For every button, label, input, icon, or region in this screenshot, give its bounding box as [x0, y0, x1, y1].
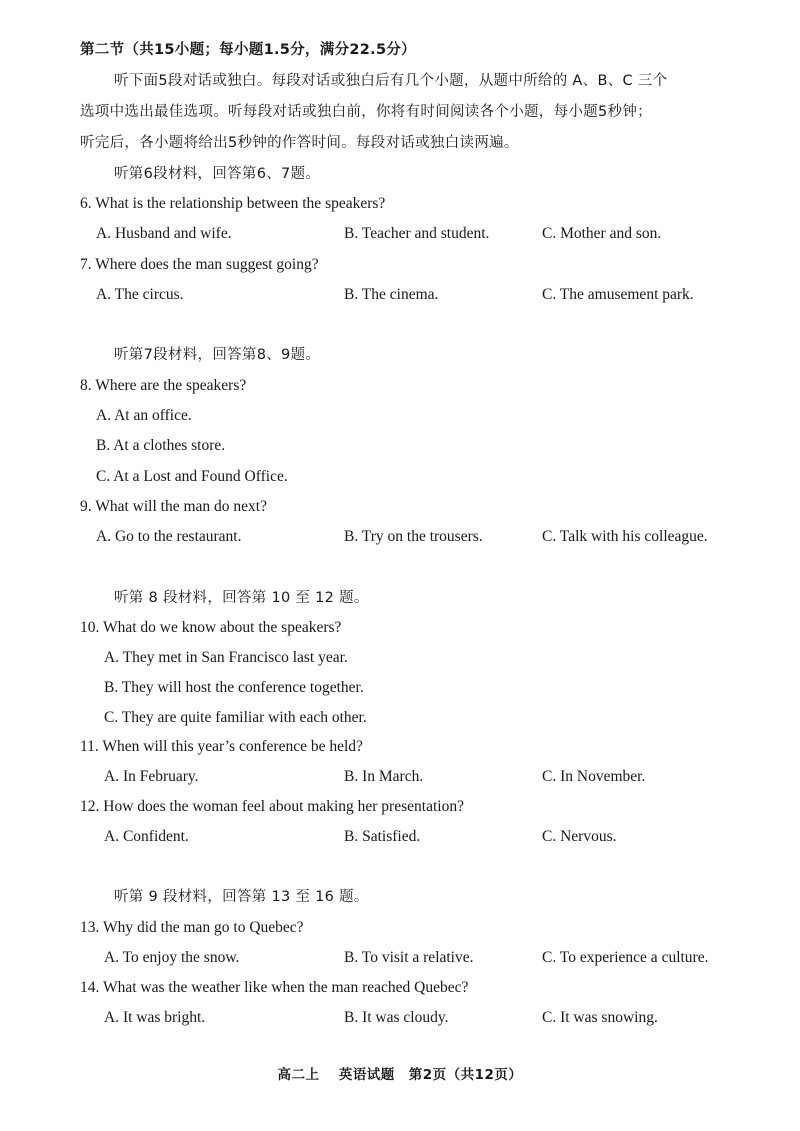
- instructions-line-1: 听下面5段对话或独白。每段对话或独白后有几个小题，从题中所给的 A、B、C 三个: [114, 73, 668, 89]
- question-14-option-c: C. It was snowing.: [542, 1009, 658, 1026]
- question-9-option-b: B. Try on the trousers.: [344, 528, 483, 545]
- question-11-option-b: B. In March.: [344, 768, 424, 785]
- question-9-option-c: C. Talk with his colleague.: [542, 528, 708, 545]
- group-heading-3: 听第 8 段材料，回答第 10 至 12 题。: [114, 590, 369, 606]
- question-9-stem: 9. What will the man do next?: [80, 498, 267, 515]
- question-13-option-b: B. To visit a relative.: [344, 949, 474, 966]
- question-10-option-b: B. They will host the conference together.: [104, 679, 364, 696]
- question-11-option-a: A. In February.: [104, 768, 199, 785]
- group-heading-2: 听第7段材料，回答第8、9题。: [114, 347, 321, 363]
- question-6-stem: 6. What is the relationship between the speakers?: [80, 195, 386, 212]
- question-11-option-c: C. In November.: [542, 768, 646, 785]
- question-8-option-a: A. At an office.: [96, 407, 192, 424]
- question-7-option-a: A. The circus.: [96, 286, 184, 303]
- question-12-option-c: C. Nervous.: [542, 828, 617, 845]
- question-6-option-a: A. Husband and wife.: [96, 225, 232, 242]
- question-12-option-b: B. Satisfied.: [344, 828, 421, 845]
- question-13-option-a: A. To enjoy the snow.: [104, 949, 240, 966]
- question-11-stem: 11. When will this year’s conference be held?: [80, 738, 363, 755]
- question-14-option-b: B. It was cloudy.: [344, 1009, 449, 1026]
- question-6-option-b: B. Teacher and student.: [344, 225, 490, 242]
- group-heading-1: 听第6段材料，回答第6、7题。: [114, 166, 321, 182]
- question-8-stem: 8. Where are the speakers?: [80, 377, 247, 394]
- question-14-option-a: A. It was bright.: [104, 1009, 206, 1026]
- question-9-option-a: A. Go to the restaurant.: [96, 528, 242, 545]
- group-heading-4: 听第 9 段材料，回答第 13 至 16 题。: [114, 889, 369, 905]
- question-14-stem: 14. What was the weather like when the man reached Quebec?: [80, 979, 469, 996]
- question-7-stem: 7. Where does the man suggest going?: [80, 256, 319, 273]
- question-7-option-b: B. The cinema.: [344, 286, 439, 303]
- question-12-option-a: A. Confident.: [104, 828, 189, 845]
- page-footer: 高二上 英语试题 第2页（共12页）: [277, 1067, 523, 1083]
- question-13-option-c: C. To experience a culture.: [542, 949, 709, 966]
- question-10-option-c: C. They are quite familiar with each other.: [104, 709, 367, 726]
- section-title: 第二节（共15小题；每小题1.5分，满分22.5分）: [80, 42, 416, 58]
- question-8-option-b: B. At a clothes store.: [96, 437, 226, 454]
- question-6-option-c: C. Mother and son.: [542, 225, 662, 242]
- instructions-line-3: 听完后，各小题将给出5秒钟的作答时间。每段对话或独白读两遍。: [80, 135, 519, 151]
- question-10-option-a: A. They met in San Francisco last year.: [104, 649, 348, 666]
- question-7-option-c: C. The amusement park.: [542, 286, 694, 303]
- question-12-stem: 12. How does the woman feel about making her presentation?: [80, 798, 464, 815]
- instructions-line-2: 选项中选出最佳选项。听每段对话或独白前，你将有时间阅读各个小题，每小题5秒钟；: [80, 104, 652, 120]
- question-8-option-c: C. At a Lost and Found Office.: [96, 468, 288, 485]
- question-13-stem: 13. Why did the man go to Quebec?: [80, 919, 304, 936]
- question-10-stem: 10. What do we know about the speakers?: [80, 619, 342, 636]
